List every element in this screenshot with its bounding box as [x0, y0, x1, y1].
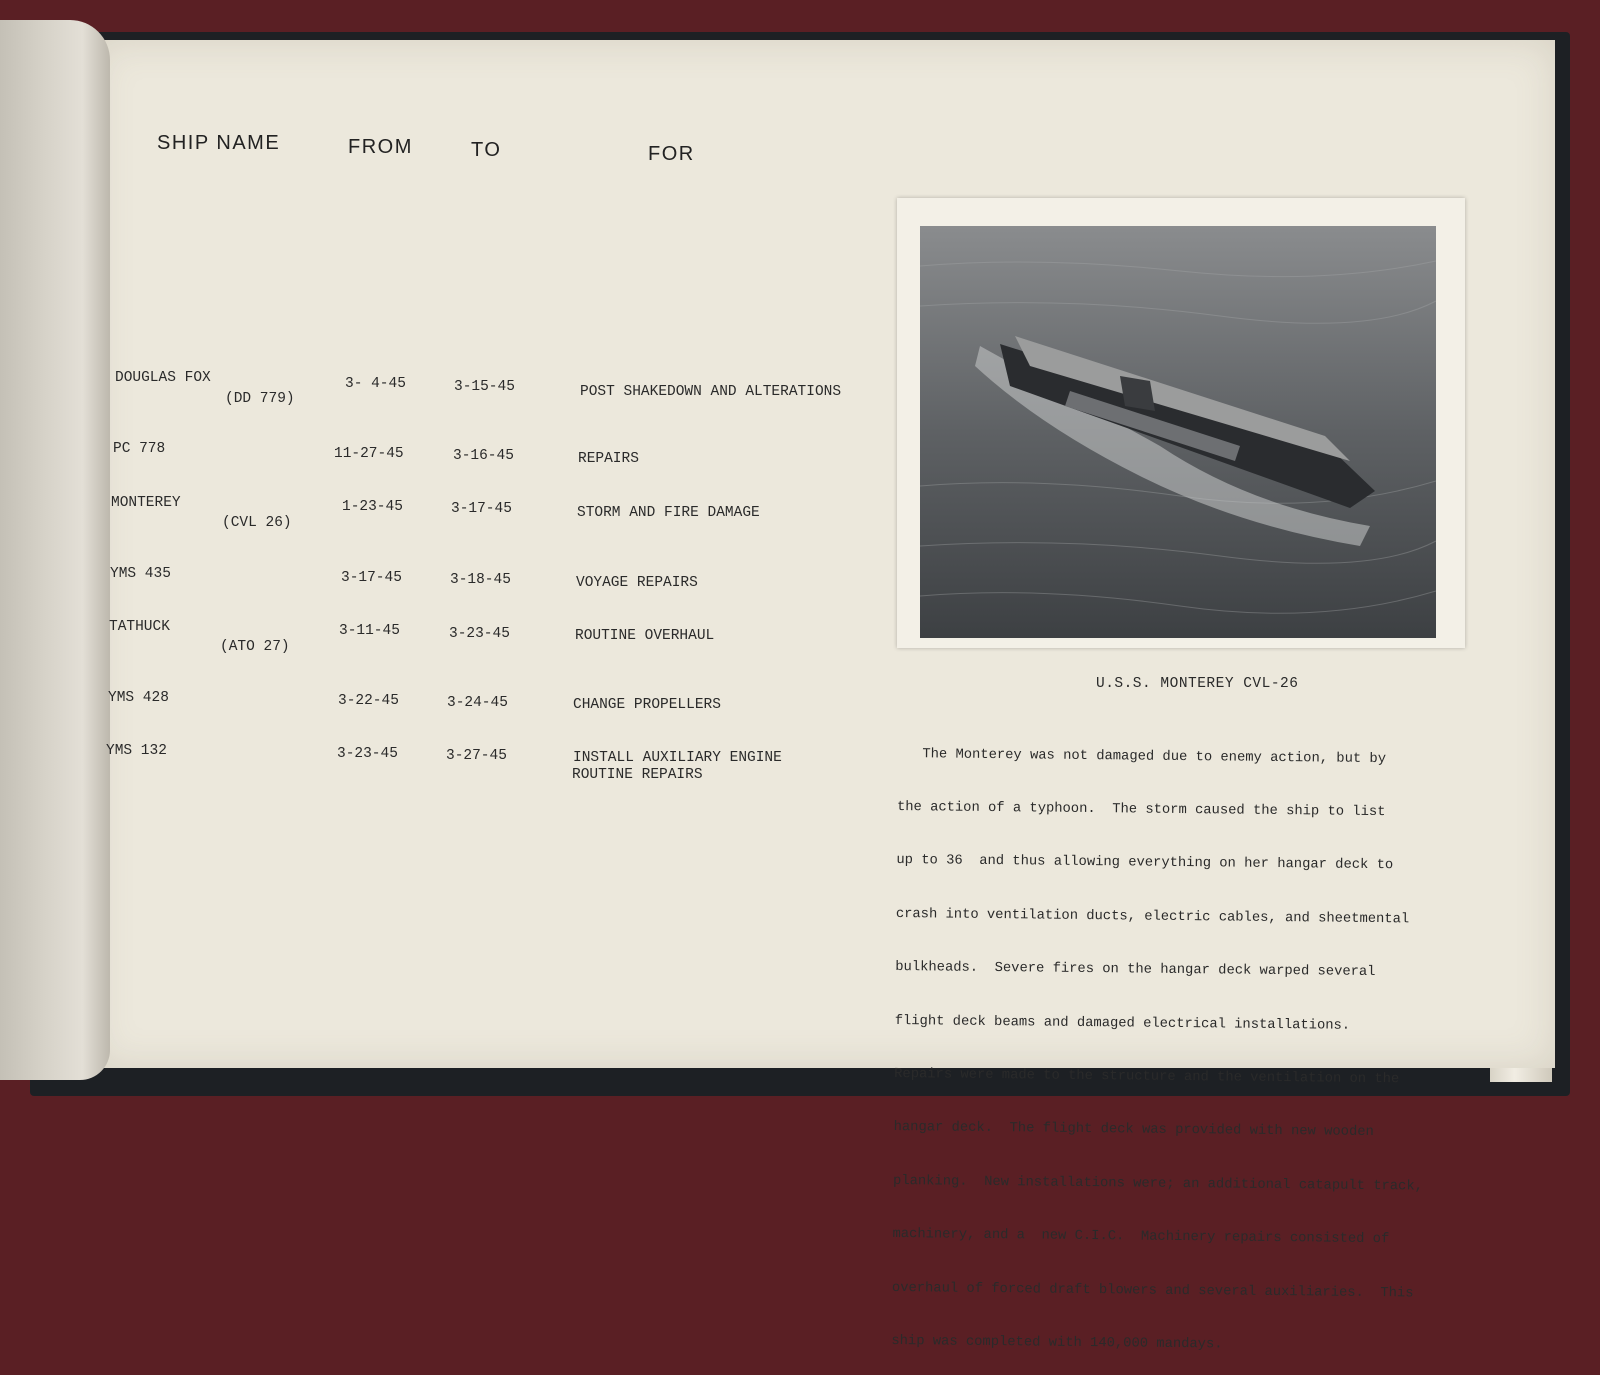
row-to: 3-16-45 [453, 448, 514, 464]
row-for: CHANGE PROPELLERS [573, 697, 721, 713]
description-line: crash into ventilation ducts, electric cables, and sheetmental [895, 906, 1410, 928]
row-ship: DOUGLAS FOX [115, 370, 211, 386]
row-to: 3-24-45 [447, 695, 508, 711]
photo-caption: U.S.S. MONTEREY CVL-26 [1096, 676, 1299, 692]
row-to: 3-23-45 [449, 626, 510, 642]
row-ship: MONTEREY [111, 495, 181, 511]
row-for: POST SHAKEDOWN AND ALTERATIONS [580, 384, 842, 400]
header-to: TO [471, 139, 502, 161]
row-to: 3-27-45 [446, 748, 507, 764]
description-line: overhaul of forced draft blowers and several auxiliaries. This [891, 1280, 1414, 1301]
row-from: 3-23-45 [337, 746, 398, 762]
description-line: the action of a typhoon. The storm caused the ship to list [896, 799, 1386, 821]
row-to: 3-18-45 [450, 572, 511, 588]
row-from: 3-11-45 [339, 623, 400, 639]
header-from: FROM [348, 136, 413, 158]
header-ship-name: SHIP NAME [157, 132, 281, 154]
description-line: planking. New installations were; an additional catapult track, [892, 1173, 1424, 1195]
description-line: ship was completed with 140,000 mandays. [891, 1333, 1223, 1353]
row-hull: (ATO 27) [220, 639, 290, 655]
description-line: Repairs were made to the structure and the ventilation on the [894, 1066, 1400, 1088]
row-ship: YMS 132 [106, 743, 167, 759]
ship-photo [920, 226, 1436, 638]
row-ship: TATHUCK [109, 619, 170, 635]
row-hull: (DD 779) [225, 391, 295, 407]
row-for: VOYAGE REPAIRS [576, 575, 698, 591]
row-from: 3-22-45 [338, 693, 399, 709]
row-hull: (CVL 26) [222, 515, 292, 531]
row-from: 1-23-45 [342, 499, 403, 515]
left-page-curl [0, 20, 110, 1080]
description-line: up to 36 and thus allowing everything on her hangar deck to [896, 853, 1394, 874]
description-line: bulkheads. Severe fires on the hangar deck warped several [895, 960, 1376, 981]
description-text [891, 710, 1498, 1375]
row-ship: YMS 435 [110, 566, 171, 582]
description-line: hangar deck. The flight deck was provided with new wooden [893, 1120, 1374, 1141]
row-ship: PC 778 [113, 441, 166, 457]
row-from: 3- 4-45 [345, 376, 406, 392]
description-line: machinery, and a new C.I.C. Machinery repairs consisted of [892, 1227, 1390, 1248]
description-line: flight deck beams and damaged electrical installations. [894, 1013, 1351, 1034]
header-for: FOR [648, 143, 695, 165]
row-ship: YMS 428 [108, 690, 169, 706]
description-line: The Monterey was not damaged due to enemy action, but by [897, 746, 1387, 767]
row-from: 3-17-45 [341, 570, 402, 586]
row-to: 3-17-45 [451, 501, 512, 517]
row-for: INSTALL AUXILIARY ENGINE [573, 750, 782, 766]
row-to: 3-15-45 [454, 379, 515, 395]
row-from: 11-27-45 [334, 446, 404, 462]
row-for: ROUTINE OVERHAUL [575, 628, 715, 644]
row-for: REPAIRS [578, 451, 639, 467]
row-for-line-2: ROUTINE REPAIRS [572, 767, 703, 783]
row-for: STORM AND FIRE DAMAGE [577, 505, 760, 521]
